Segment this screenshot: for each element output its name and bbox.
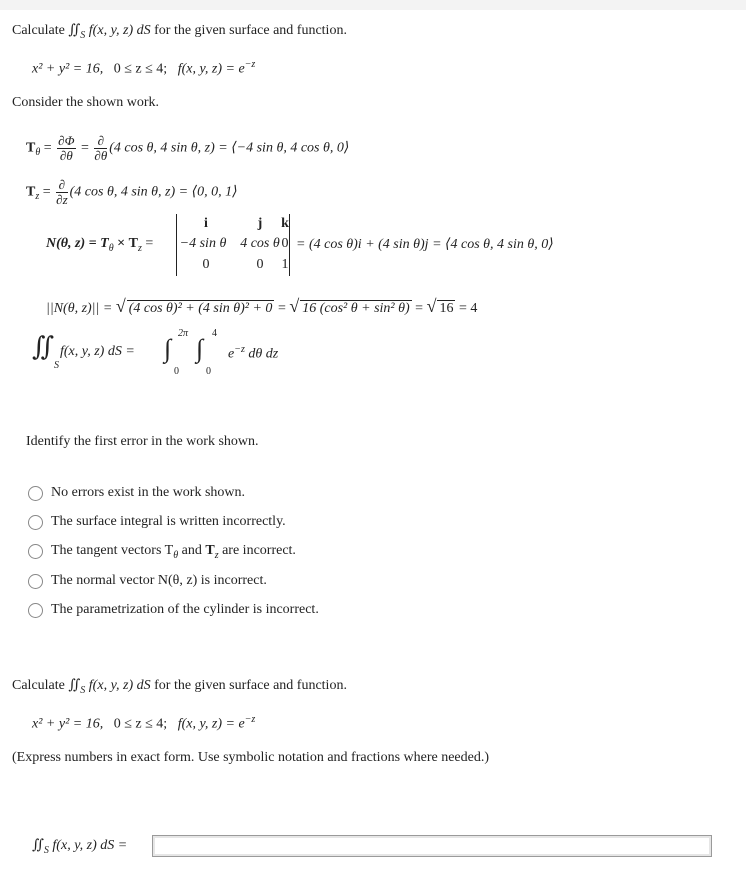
option-label: The normal vector N(θ, z) is incorrect. bbox=[51, 573, 267, 588]
function-def: f(x, y, z) = e bbox=[177, 61, 245, 77]
upper-limit-z: 4 bbox=[212, 328, 217, 339]
matrix-cell: 4 cos θ bbox=[240, 236, 280, 251]
sqrt-symbol: √ bbox=[115, 296, 126, 316]
iterated-integrand bbox=[228, 344, 278, 363]
partial-z-fraction bbox=[56, 178, 67, 206]
answer-input[interactable] bbox=[152, 835, 712, 857]
function-exponent: −z bbox=[244, 59, 256, 70]
upper-limit-theta: 2π bbox=[178, 328, 189, 339]
answer-lhs: f(x, y, z) dS = bbox=[52, 838, 128, 853]
t-theta-line: $T_\theta$ = $\frac{\partial\Phi}{\partial\theta}$ = $\frac{\partial}{\partial\theta}$ (4 cos θ, 4 sin θ, z) = ⟨−4 sin θ, 4 cos θ, 0⟩ bbox=[26, 133, 350, 163]
partial-theta-fraction bbox=[94, 134, 107, 162]
radio-button[interactable] bbox=[28, 515, 43, 530]
exp-power: −z bbox=[234, 344, 245, 355]
matrix-cell: 0 bbox=[281, 236, 289, 251]
surface-subscript: S bbox=[54, 360, 59, 371]
t-bold: T bbox=[205, 543, 215, 558]
norm-radicand-2: 16 (cos² θ + sin² θ) bbox=[302, 301, 410, 316]
t-z-label: T bbox=[26, 184, 36, 200]
normal-line: N(θ, $z) = T_\theta \times T_z$ = bbox=[46, 236, 154, 254]
determinant-matrix bbox=[176, 214, 290, 276]
partial-sym: ∂ bbox=[94, 134, 107, 149]
option-no-errors[interactable] bbox=[28, 485, 245, 501]
t-z-expression: (4 cos θ, 4 sin θ, z) = ⟨0, 0, 1⟩ bbox=[69, 184, 238, 200]
matrix-cell: 0 bbox=[256, 257, 264, 272]
option-integral-incorrect[interactable] bbox=[28, 514, 286, 530]
radio-button[interactable] bbox=[28, 574, 43, 589]
surface-subscript: S bbox=[80, 684, 86, 696]
integral-symbol: ∫ bbox=[164, 334, 172, 363]
prompt-text-end: for the given surface and function. bbox=[154, 678, 347, 693]
double-integral-symbol: ∬ bbox=[68, 23, 81, 38]
matrix-cell: j bbox=[257, 216, 263, 231]
option-label bbox=[51, 543, 296, 561]
dz: ∂z bbox=[56, 191, 68, 207]
dphi: ∂Φ bbox=[58, 133, 75, 148]
problem-statement bbox=[12, 22, 347, 41]
radio-button[interactable] bbox=[28, 603, 43, 618]
dphi-dtheta-fraction bbox=[57, 134, 75, 162]
matrix-cell: 1 bbox=[281, 257, 289, 272]
surface-integral-lhs: f(x, y, z) dS = bbox=[60, 344, 135, 359]
norm-radicand-1: (4 cos θ)² + (4 sin θ)² + 0 bbox=[128, 301, 273, 316]
option-label: The surface integral is written incorrectly. bbox=[51, 514, 286, 529]
option-text: The tangent vectors T bbox=[51, 543, 174, 558]
partial-sym-2: ∂ bbox=[56, 178, 67, 193]
radio-button[interactable] bbox=[28, 544, 43, 559]
integrand: f(x, y, z) dS bbox=[88, 23, 151, 38]
option-parametrization-incorrect[interactable] bbox=[28, 602, 319, 618]
option-normal-incorrect[interactable] bbox=[28, 573, 267, 589]
normal-result: = (4 cos θ)i + (4 sin θ)j = ⟨4 cos θ, 4 sin θ, 0⟩ bbox=[296, 237, 554, 252]
t-theta-expression: (4 cos θ, 4 sin θ, z) = ⟨−4 sin θ, 4 cos θ, 0⟩ bbox=[109, 140, 350, 156]
surface-equation bbox=[32, 59, 255, 78]
and-text: and bbox=[181, 543, 202, 558]
sqrt-symbol: √ bbox=[289, 296, 300, 316]
norm-value: = 4 bbox=[458, 301, 478, 316]
radio-button[interactable] bbox=[28, 486, 43, 501]
norm-label: ||N(θ, z)|| = bbox=[46, 301, 113, 316]
question-text: Identify the first error in the work shown. bbox=[26, 434, 259, 449]
matrix-cell: k bbox=[281, 216, 289, 231]
matrix-cell: 0 bbox=[202, 257, 210, 272]
instructions: (Express numbers in exact form. Use symbolic notation and fractions where needed.) bbox=[12, 750, 490, 765]
equals: = bbox=[415, 301, 424, 316]
double-integral-symbol: ∬ bbox=[68, 678, 81, 693]
prompt-text: Calculate bbox=[12, 678, 65, 693]
surface-subscript: S bbox=[80, 29, 86, 41]
option-label: No errors exist in the work shown. bbox=[51, 485, 246, 500]
t-theta-sub: θ bbox=[35, 147, 41, 159]
equals: = bbox=[277, 301, 286, 316]
cross-product: × T bbox=[117, 236, 138, 251]
lower-limit-z: 0 bbox=[206, 366, 211, 377]
prompt-text-end: for the given surface and function. bbox=[154, 23, 347, 38]
sqrt-symbol: √ bbox=[426, 296, 437, 316]
top-bar bbox=[0, 0, 746, 10]
differentials: dθ dz bbox=[248, 346, 279, 362]
problem2-statement bbox=[12, 677, 347, 696]
integrand: f(x, y, z) dS bbox=[88, 678, 151, 693]
answer-label bbox=[32, 837, 127, 856]
function-def: f(x, y, z) = e bbox=[177, 716, 245, 732]
surface-subscript: S bbox=[43, 844, 49, 856]
z-sub: z bbox=[214, 549, 219, 561]
function-exponent: −z bbox=[244, 714, 256, 725]
double-integral-symbol: ∬ bbox=[32, 332, 55, 361]
norm-radicand-3: 16 bbox=[439, 301, 454, 316]
double-integral-symbol: ∬ bbox=[32, 838, 44, 853]
t-z-sub: z bbox=[35, 191, 40, 203]
option-tail: are incorrect. bbox=[222, 543, 296, 558]
t-z-line: $T_z$ = $\frac{\partial}{\partial z}$ (4 cos θ, 4 sin θ, z) = ⟨0, 0, 1⟩ bbox=[26, 177, 238, 207]
theta-sub: θ bbox=[173, 549, 179, 561]
z-bounds: 0 ≤ z ≤ 4; bbox=[113, 61, 168, 77]
matrix-cell: i bbox=[204, 216, 208, 231]
z-bounds: 0 ≤ z ≤ 4; bbox=[113, 716, 168, 732]
prompt-text: Calculate bbox=[12, 23, 65, 38]
option-tangent-incorrect[interactable] bbox=[28, 543, 296, 561]
normal-theta-sub: θ bbox=[108, 242, 114, 254]
dtheta: ∂θ bbox=[59, 147, 73, 163]
work-intro: Consider the shown work. bbox=[12, 95, 159, 110]
norm-line bbox=[46, 296, 477, 317]
integral-symbol: ∫ bbox=[196, 334, 204, 363]
dtheta-2: ∂θ bbox=[94, 147, 108, 163]
t-theta-label: T bbox=[26, 140, 36, 156]
normal-z-sub: z bbox=[137, 242, 142, 254]
surface-eq: x² + y² = 16, bbox=[32, 61, 104, 77]
matrix-cell: −4 sin θ bbox=[179, 236, 227, 251]
lower-limit-theta: 0 bbox=[174, 366, 179, 377]
exp-base: e bbox=[228, 346, 235, 362]
option-label: The parametrization of the cylinder is incorrect. bbox=[51, 602, 319, 617]
surface-eq: x² + y² = 16, bbox=[32, 716, 104, 732]
surface-equation-2 bbox=[32, 714, 255, 733]
normal-label: N(θ, z) = T bbox=[46, 236, 109, 251]
